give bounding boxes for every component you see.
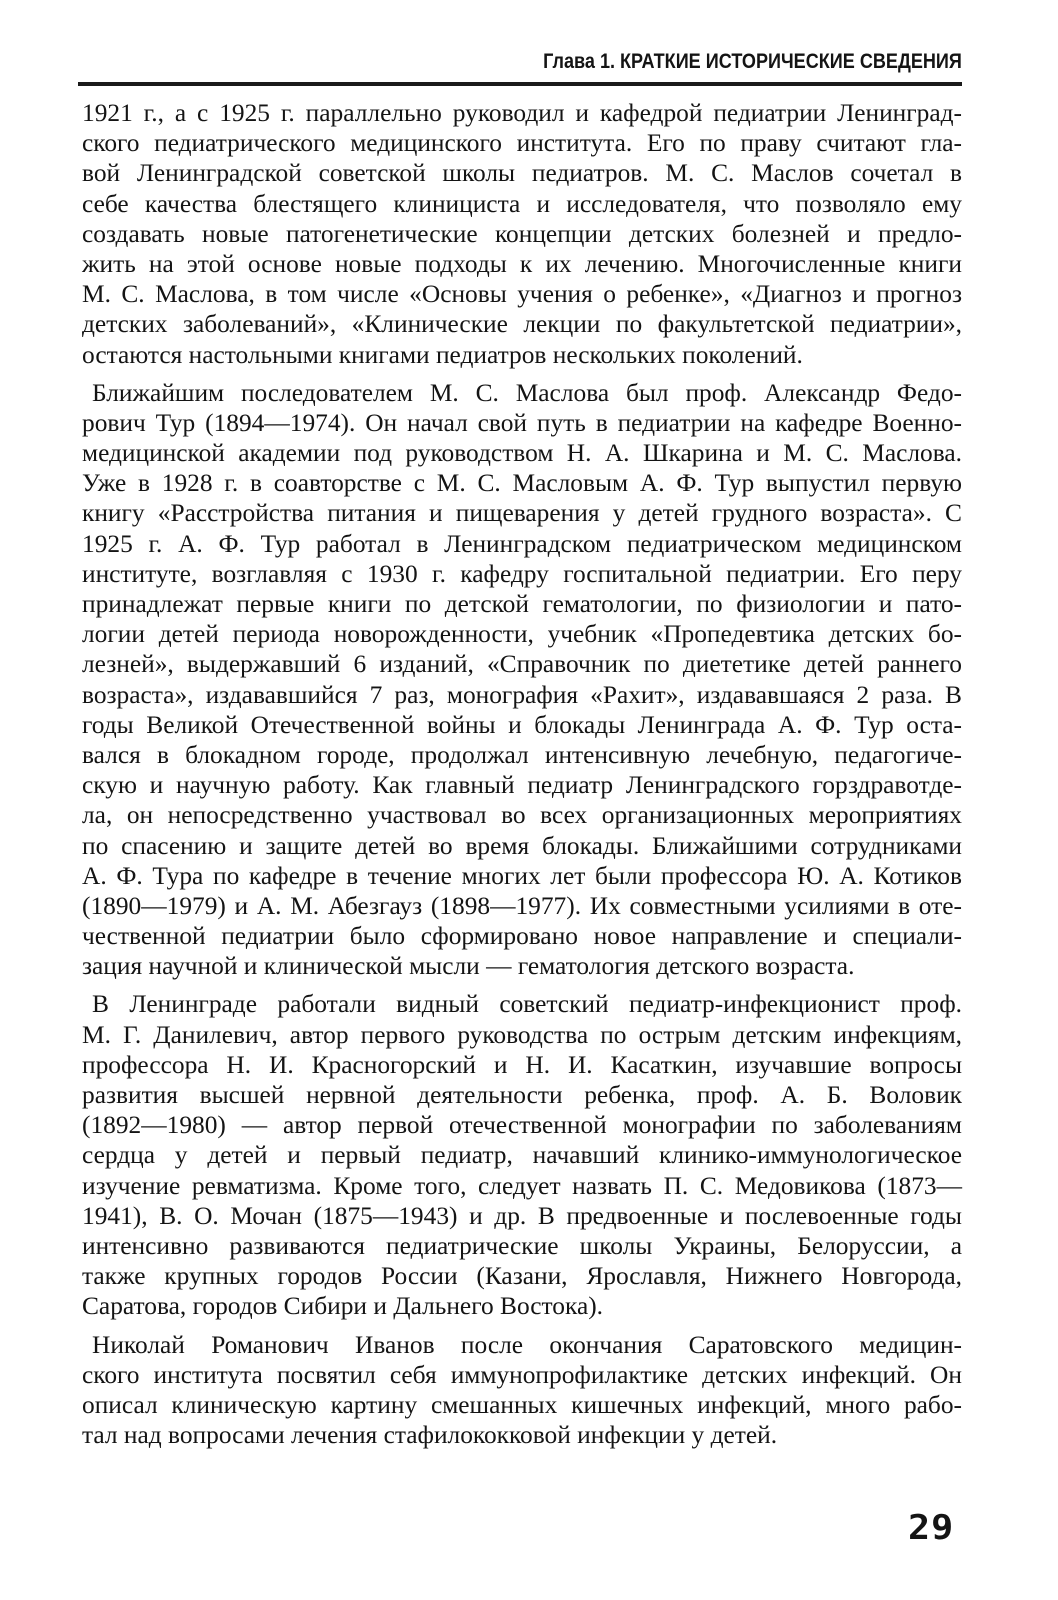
text-line: 1941), В. О. Мочан (1875—1943) и др. В предвоенные и послевоенные годы (82, 1201, 962, 1230)
text-line: годы Великой Отечественной войны и блокады Ленинграда А. Ф. Тур оста- (82, 710, 962, 739)
text-line: А. Ф. Тура по кафедре в течение многих лет были профессора Ю. А. Котиков (82, 861, 962, 890)
text-line: скую и научную работу. Как главный педиатр Ленинградского горздравотде- (82, 771, 962, 800)
text-line: вался в блокадном городе, продолжал интенсивную лечебную, педагогиче- (82, 740, 962, 769)
text-line: вой Ленинградской советской школы педиатров. М. С. Маслов сочетал в (82, 159, 962, 188)
text-line: развития высшей нервной деятельности ребенка, проф. А. Б. Воловик (82, 1081, 962, 1109)
text-line: рович Тур (1894—1974). Он начал свой путь в педиатрии на кафедре Военно- (82, 408, 962, 437)
text-line: Уже в 1928 г. в соавторстве с М. С. Масловым А. Ф. Тур выпустил первую (82, 469, 962, 498)
text-line: профессора Н. И. Красногорский и Н. И. Касаткин, изучавшие вопросы (82, 1050, 962, 1079)
text-line: тал над вопросами лечения стафилококковой инфекции у детей. (82, 1421, 778, 1450)
text-line: (1890—1979) и А. М. Абезгауз (1898—1977). Их совместными усилиями в оте- (82, 891, 962, 920)
text-line: детских заболеваний», «Клинические лекции по факультетской педиатрии», (82, 310, 962, 339)
paragraph (82, 378, 962, 982)
book-page (82, 0, 962, 1600)
text-line: жить на этой основе новые подходы к их лечению. Многочисленные книги (82, 249, 962, 278)
paragraph (82, 98, 962, 370)
text-line: себе качества блестящего клинициста и исследователя, что позволяло ему (82, 189, 962, 218)
text-line: по спасению и защите детей во время блокады. Ближайшими сотрудниками (82, 831, 962, 860)
text-line: принадлежат первые книги по детской гематологии, по физиологии и пато- (82, 590, 962, 618)
text-line: 1921 г., а с 1925 г. параллельно руководил и кафедрой педиатрии Ленинград- (82, 99, 962, 127)
text-line: Ближайшим последователем М. С. Маслова был проф. Александр Федо- (92, 378, 962, 407)
text-line: медицинской академии под руководством Н. А. Шкарина и М. С. Маслова. (82, 439, 962, 468)
page-number: 29 (908, 1508, 955, 1548)
text-line: М. Г. Данилевич, автор первого руководства по острым детским инфекциям, (82, 1020, 962, 1049)
text-line: 1925 г. А. Ф. Тур работал в Ленинградском педиатрическом медицинском (82, 529, 962, 558)
text-line: В Ленинграде работали видный советский педиатр-инфекционист проф. (92, 990, 962, 1019)
header-rule (78, 82, 962, 86)
text-line: лезней», выдержавший 6 изданий, «Справочник по диететике детей раннего (82, 650, 962, 679)
text-line: ла, он непосредственно участвовал во всех организационных мероприятиях (82, 801, 962, 830)
text-line: ского педиатрического медицинского института. Его по праву считают гла- (82, 129, 962, 158)
text-line: интенсивно развиваются педиатрические школы Украины, Белоруссии, а (82, 1231, 962, 1260)
running-head: Глава 1. КРАТКИЕ ИСТОРИЧЕСКИЕ СВЕДЕНИЯ (543, 50, 962, 73)
text-line: книгу «Расстройства питания и пищеварения у детей грудного возраста». С (82, 499, 962, 528)
text-line: М. С. Маслова, в том числе «Основы учения о ребенке», «Диагноз и прогноз (82, 280, 962, 309)
text-line: (1892—1980) — автор первой отечественной монографии по заболеваниям (82, 1111, 962, 1140)
text-line: институте, возглавляя с 1930 г. кафедру госпитальной педиатрии. Его перу (82, 559, 962, 588)
text-line: остаются настольными книгами педиатров нескольких поколений. (82, 340, 803, 369)
text-line: зация научной и клинической мысли — гематология детского возраста. (82, 952, 855, 981)
text-line: создавать новые патогенетические концепции детских болезней и предло- (82, 219, 962, 248)
text-line: возраста», издававшийся 7 раз, монография «Рахит», издававшаяся 2 раза. В (82, 680, 962, 709)
paragraph (82, 1330, 962, 1451)
text-line: ского института посвятил себя иммунопрофилактике детских инфекций. Он (82, 1360, 962, 1389)
paragraph (82, 989, 962, 1321)
text-line: логии детей периода новорожденности, учебник «Пропедевтика детских бо- (82, 620, 962, 649)
body-text (82, 98, 962, 1450)
text-line: чественной педиатрии было сформировано новое направление и специали- (82, 922, 962, 951)
text-line: Саратова, городов Сибири и Дальнего Востока). (82, 1292, 604, 1321)
text-line: также крупных городов России (Казани, Ярославля, Нижнего Новгорода, (82, 1262, 962, 1291)
text-line: описал клиническую картину смешанных кишечных инфекций, много рабо- (82, 1390, 962, 1419)
text-line: сердца у детей и первый педиатр, начавший клинико-иммунологическое (82, 1141, 962, 1170)
text-line: Николай Романович Иванов после окончания Саратовского медицин- (92, 1330, 962, 1359)
text-line: изучение ревматизма. Кроме того, следует назвать П. С. Медовикова (1873— (82, 1171, 962, 1200)
